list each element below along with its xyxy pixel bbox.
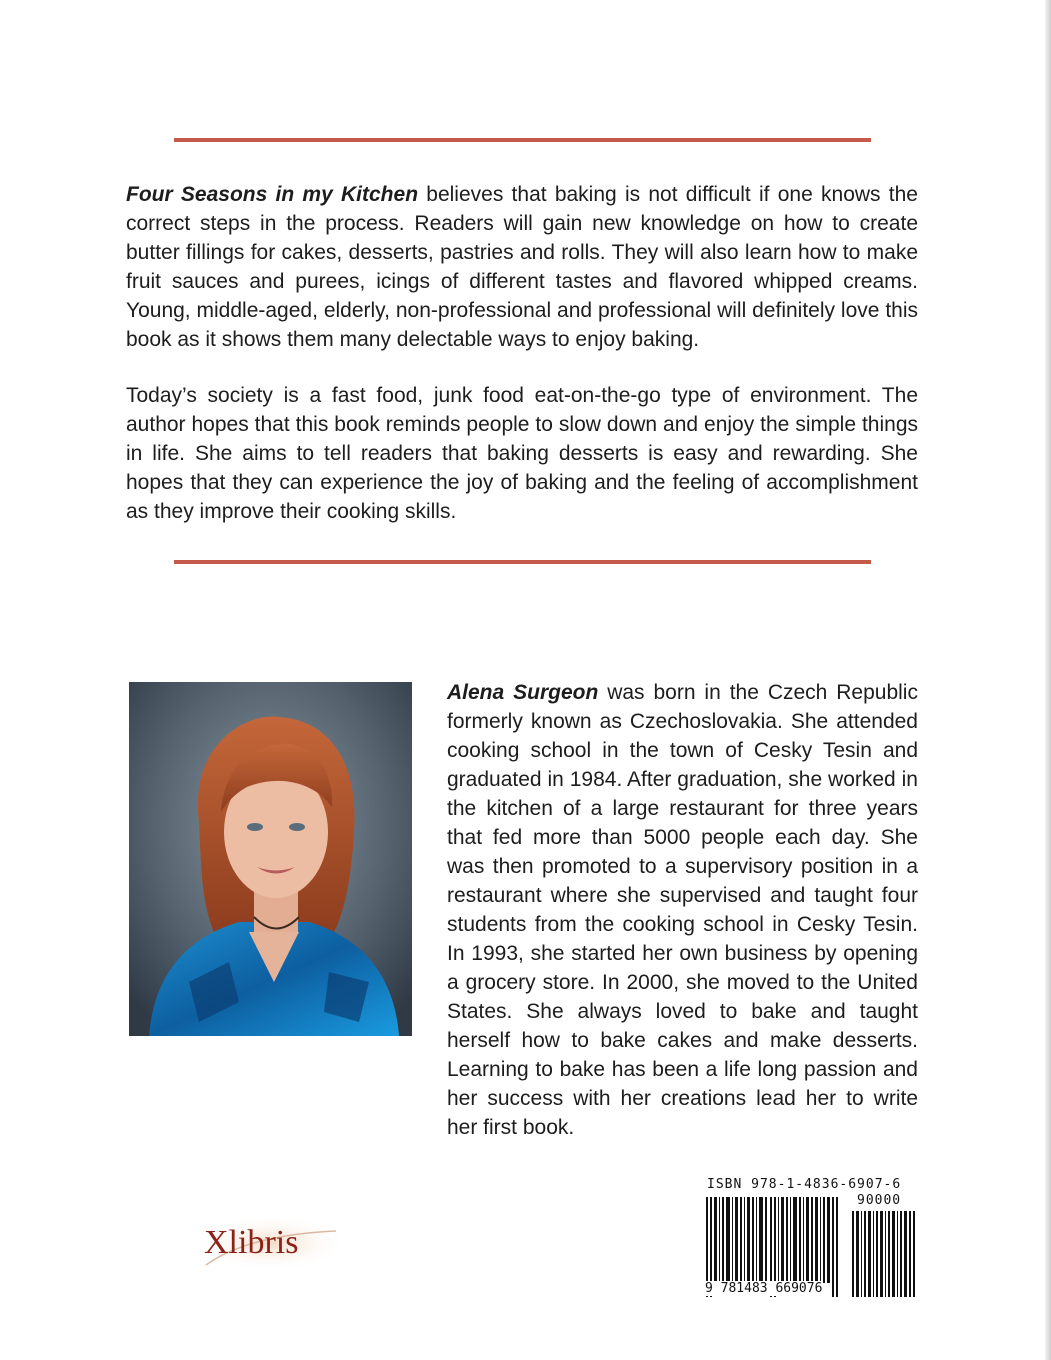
book-title: Four Seasons in my Kitchen: [126, 183, 419, 206]
description-paragraph-2: Today’s society is a fast food, junk food eat-on-the-go type of environment. The author hopes that this book reminds people to slow down and enjoy the simple things in life. She aims to tell readers that baking desserts is easy and rewarding. She hopes that they can experience the joy of baking and the feeling of accomplishment as they improve their cooking skills.: [126, 384, 918, 523]
description-paragraph-1-text: believes that baking is not difficult if one knows the correct steps in the process. Readers will gain new knowledge on how to create butter fillings for cakes, desserts, pastries and rolls. They will also learn how to make fruit sauces and purees, icings of different tastes and flavored whipped creams. Young, middle-aged, elderly, non-professional and professional will definitely love this book as it shows them many delectable ways to enjoy baking.: [126, 183, 918, 351]
author-photo: [129, 682, 412, 1036]
price-code: 90000: [857, 1193, 902, 1208]
author-bio-text: was born in the Czech Republic formerly known as Czechoslovakia. She attended cooking school in the town of Cesky Tesin and graduated in 1984. After graduation, she worked in the kitchen of a large restaurant for three years that fed more than 5000 people each day. She was then promoted to a supervisory position in a restaurant where she supervised and taught four students from the cooking school in Cesky Tesin. In 1993, she started her own business by opening a grocery store. In 2000, she moved to the United States. She always loved to bake and taught herself how to bake cakes and make desserts. Learning to bake has been a life long passion and her success with her creations lead her to write her first book.: [447, 681, 918, 1139]
description-paragraph-1: [126, 180, 918, 354]
xlibris-logo: [196, 1213, 346, 1273]
barcode-addon-bars: [852, 1211, 916, 1297]
author-name: Alena Surgeon: [447, 681, 599, 704]
isbn-label: ISBN 978-1-4836-6907-6: [707, 1177, 902, 1192]
page-edge-shadow: [1045, 0, 1051, 1360]
bottom-divider-rule: [174, 560, 871, 564]
svg-text:Xlibris: Xlibris: [204, 1224, 299, 1261]
author-bio: [447, 678, 918, 1142]
isbn-barcode: [700, 1173, 922, 1303]
top-divider-rule: [174, 138, 871, 142]
ean-digits: 9 781483 669076: [705, 1281, 823, 1296]
